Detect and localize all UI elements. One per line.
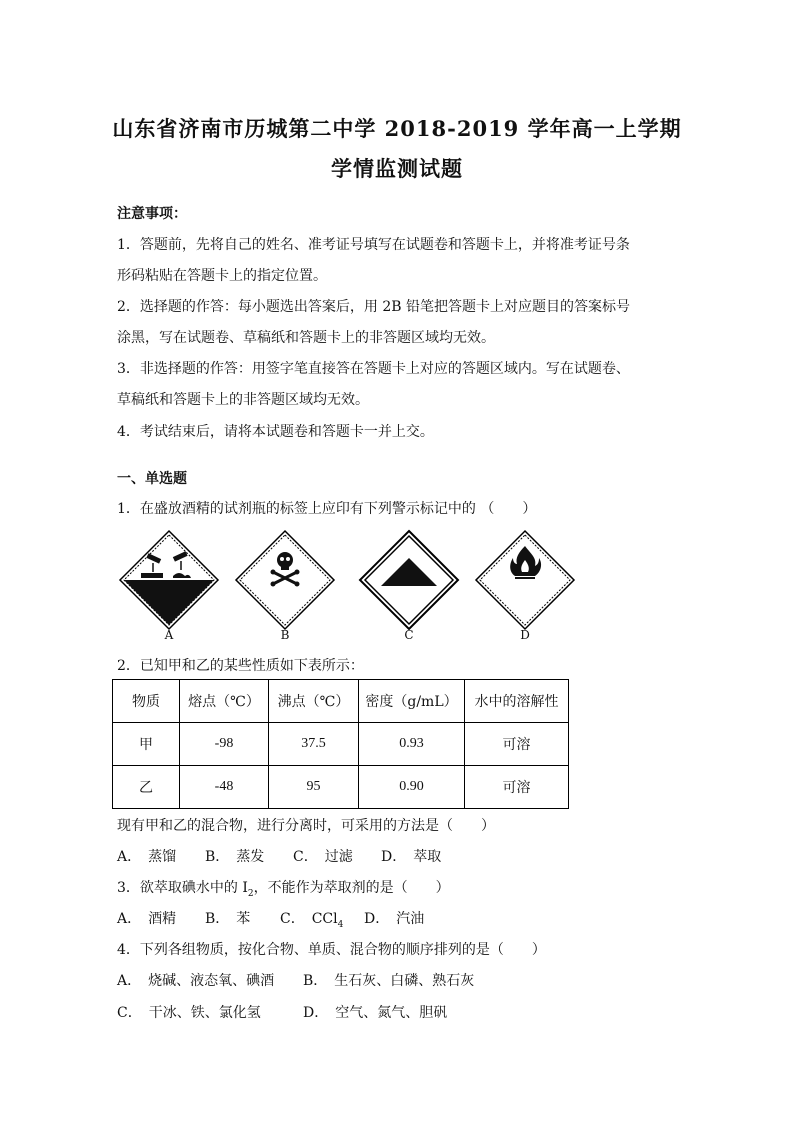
table-header-cell: 物质 xyxy=(113,680,180,723)
section-heading: 一、单选题 xyxy=(117,471,187,487)
table-cell: 可溶 xyxy=(465,723,569,766)
notice-line-2: 形码粘贴在答题卡上的指定位置。 xyxy=(117,268,327,284)
properties-table xyxy=(112,679,569,809)
notice-line-4: 涂黑，写在试题卷、草稿纸和答题卡上的非答题区域均无效。 xyxy=(117,330,495,346)
option-c-sub: 4 xyxy=(337,919,344,930)
option-b: B． 苯 xyxy=(205,911,251,927)
question-4-stem: 4．下列各组物质，按化合物、单质、混合物的顺序排列的是（ ） xyxy=(117,942,546,958)
table-cell: 可溶 xyxy=(465,766,569,809)
sign-label-b: B xyxy=(280,628,290,642)
option-d: D． 汽油 xyxy=(364,911,425,927)
explosive-sign-icon xyxy=(357,528,461,642)
sign-label-a: A xyxy=(164,628,174,642)
question-3-options xyxy=(117,908,424,930)
sign-label-c: C xyxy=(404,628,414,642)
question-2-prompt: 现有甲和乙的混合物，进行分离时，可采用的方法是（ ） xyxy=(117,818,495,834)
corrosive-sign-icon xyxy=(117,528,221,642)
question-3-stem-pre: 3．欲萃取碘水中的 I xyxy=(117,880,248,896)
question-1-stem: 1．在盛放酒精的试剂瓶的标签上应印有下列警示标记中的 （ ） xyxy=(117,501,537,517)
table-header-cell: 沸点（℃） xyxy=(269,680,359,723)
table-header-cell: 水中的溶解性 xyxy=(465,680,569,723)
option-b: B． 蒸发 xyxy=(205,849,265,865)
option-d: D． 空气、氮气、胆矾 xyxy=(303,1005,448,1021)
table-row xyxy=(113,766,569,809)
table-header-cell: 密度（g/mL） xyxy=(359,680,465,723)
table-header-cell: 熔点（℃） xyxy=(180,680,269,723)
page-title-line-2: 学情监测试题 xyxy=(331,156,463,181)
notice-line-5: 3．非选择题的作答：用签字笔直接答在答题卡上对应的答题区域内。写在试题卷、 xyxy=(117,361,630,377)
notice-line-6: 草稿纸和答题卡上的非答题区域均无效。 xyxy=(117,392,369,408)
table-cell: -48 xyxy=(180,766,269,809)
table-cell: -98 xyxy=(180,723,269,766)
question-4-options-row-2 xyxy=(117,1002,447,1022)
question-2-options xyxy=(117,846,441,866)
notice-line-1: 1．答题前，先将自己的姓名、准考证号填写在试题卷和答题卡上，并将准考证号条 xyxy=(117,237,630,253)
option-c-text: C． CCl xyxy=(280,911,338,927)
option-d: D． 萃取 xyxy=(381,849,442,865)
option-c: C． 干冰、铁、氯化氢 xyxy=(117,1005,261,1021)
hazard-signs xyxy=(117,528,577,648)
option-a: A． 烧碱、液态氧、碘酒 xyxy=(117,973,275,989)
question-3-stem-post: ，不能作为萃取剂的是（ ） xyxy=(253,880,450,896)
table-header-row xyxy=(113,680,569,723)
flammable-sign-icon xyxy=(473,528,577,642)
option-c xyxy=(280,908,364,930)
table-cell: 乙 xyxy=(113,766,180,809)
option-a: A． 蒸馏 xyxy=(117,849,177,865)
question-3-stem xyxy=(117,877,450,899)
notice-heading: 注意事项： xyxy=(117,206,187,222)
question-2-stem: 2．已知甲和乙的某些性质如下表所示： xyxy=(117,658,364,674)
option-b: B． 生石灰、白磷、熟石灰 xyxy=(303,973,475,989)
notice-line-3: 2．选择题的作答：每小题选出答案后，用 2B 铅笔把答题卡上对应题目的答案标号 xyxy=(117,299,631,315)
option-a: A． 酒精 xyxy=(117,911,177,927)
table-cell: 37.5 xyxy=(269,723,359,766)
notice-line-7: 4．考试结束后，请将本试题卷和答题卡一并上交。 xyxy=(117,424,434,440)
table-cell: 0.90 xyxy=(359,766,465,809)
table-row xyxy=(113,723,569,766)
toxic-sign-icon xyxy=(233,528,337,642)
question-4-options-row-1 xyxy=(117,970,474,990)
page-title-line-1: 山东省济南市历城第二中学 2018-2019 学年高一上学期 xyxy=(112,116,682,141)
table-cell: 95 xyxy=(269,766,359,809)
sign-label-d: D xyxy=(520,628,530,642)
question-3-stem-sub: 2 xyxy=(247,888,254,899)
option-c: C． 过滤 xyxy=(293,849,353,865)
table-cell: 0.93 xyxy=(359,723,465,766)
table-cell: 甲 xyxy=(113,723,180,766)
